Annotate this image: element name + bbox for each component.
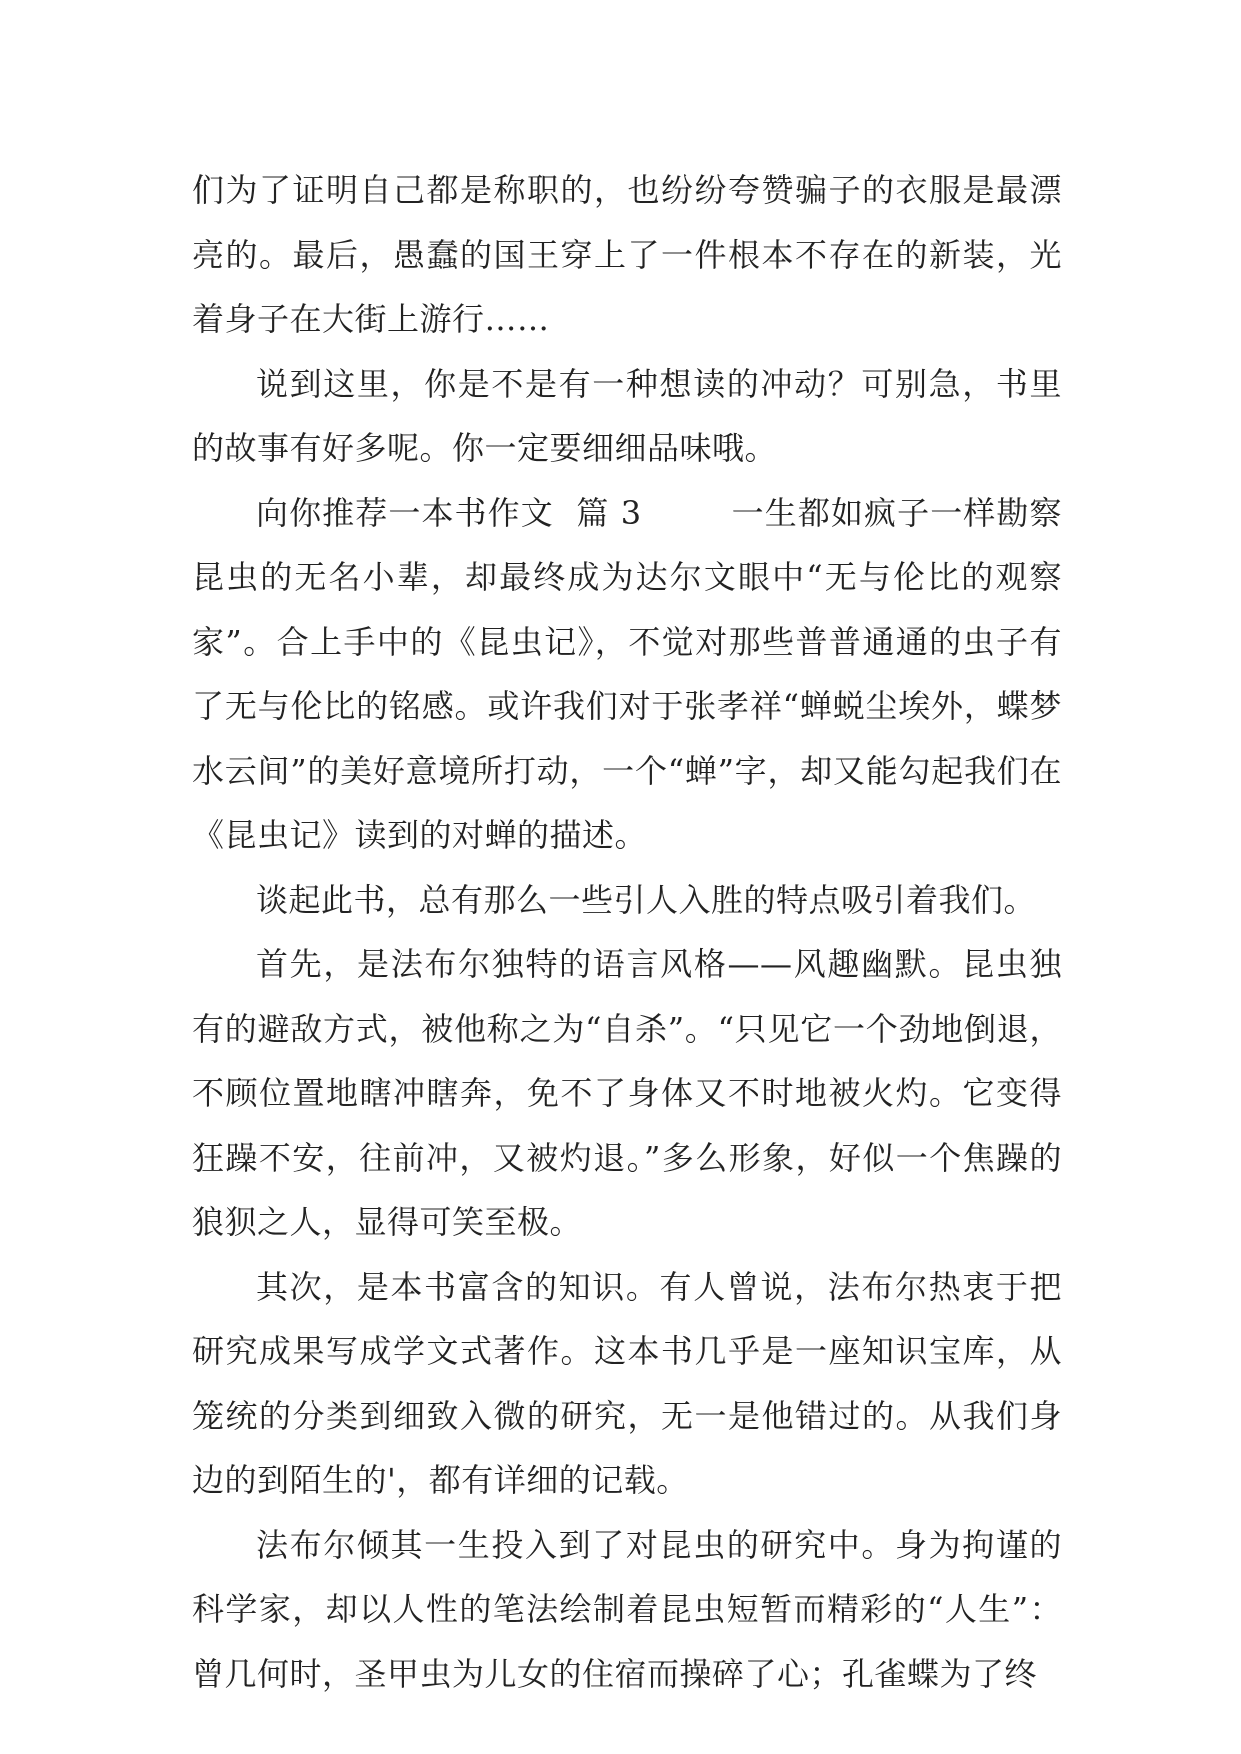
paragraph-2: 说到这里，你是不是有一种想读的冲动？可别急，书里的故事有好多呢。你一定要细细品味哦。 [192, 364, 1062, 467]
document-body [192, 158, 1062, 1706]
paragraph-1: 们为了证明自己都是称职的，也纷纷夸赞骗子的衣服是最漂亮的。最后，愚蠢的国王穿上了一件根本不存在的新装，光着身子在大街上游行…… [192, 171, 1062, 338]
paragraph-6: 其次，是本书富含的知识。有人曾说，法布尔热衷于把研究成果写成学文式著作。这本书几乎是一座知识宝库，从笼统的分类到细致入微的研究，无一是他错过的。从我们身边的到陌生的'，都有详细的记载。 [192, 1267, 1062, 1499]
paragraph-3: 向你推荐一本书作文 篇 3 一生都如疯子一样勘察昆虫的无名小辈，却最终成为达尔文眼中“无与伦比的观察家”。合上手中的《昆虫记》，不觉对那些普普通通的虫子有了无与伦比的铭感。或许我们对于张孝祥“蝉蜕尘埃外，蝶梦水云间”的美好意境所打动，一个“蝉”字，却又能勾起我们在《昆虫记》读到的对蝉的描述。 [192, 493, 1062, 854]
paragraph-7: 法布尔倾其一生投入到了对昆虫的研究中。身为拘谨的科学家，却以人性的笔法绘制着昆虫短暂而精彩的“人生”：曾几何时，圣甲虫为儿女的住宿而操碎了心；孔雀蝶为了终 [192, 1525, 1062, 1693]
paragraph-4: 谈起此书，总有那么一些引人入胜的特点吸引着我们。 [256, 880, 1037, 919]
paragraph-5: 首先，是法布尔独特的语言风格——风趣幽默。昆虫独有的避敌方式，被他称之为“自杀”。“只见它一个劲地倒退，不顾位置地瞎冲瞎奔，免不了身体又不时地被火灼。它变得狂躁不安，往前冲，又被灼退。”多么形象，好似一个焦躁的狼狈之人，显得可笑至极。 [192, 945, 1062, 1241]
